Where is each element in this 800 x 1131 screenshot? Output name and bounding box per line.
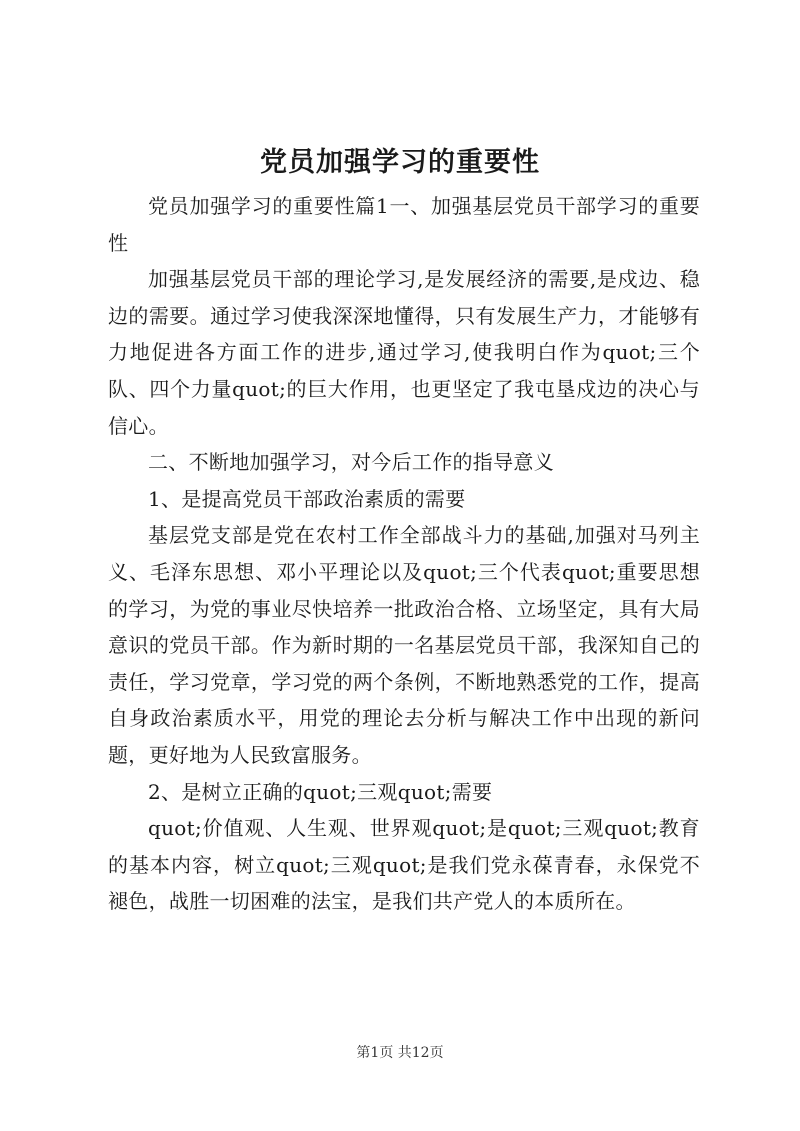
section-heading-2: 二、不断地加强学习，对今后工作的指导意义 [148,450,554,475]
document-body [108,188,700,920]
subheading-2: 2、是树立正确的quot;三观quot;需要 [148,779,493,804]
paragraph-political-quality: 基层党支部是党在农村工作全部战斗力的基础,加强对马列主义、毛泽东思想、邓小平理论以及quot;三个代表quot;重要思想的学习，为党的事业尽快培养一批政治合格、立场坚定，具有大局意识的党员干部。作为新时期的一名基层党员干部，我深知自己的责任，学习党章，学习党的两个条例，不断地熟悉党的工作，提高自身政治素质水平，用党的理论去分析与解决工作中出现的新问题，更好地为人民致富服务。 [108,523,700,767]
subheading-1: 1、是提高党员干部政治素质的需要 [148,486,466,511]
paragraph-intro: 党员加强学习的重要性篇1一、加强基层党员干部学习的重要性 [108,194,700,255]
document-title: 党员加强学习的重要性 [260,147,540,178]
page-number-footer: 第1页 共12页 [356,1045,444,1061]
paragraph-theory-study: 加强基层党员干部的理论学习,是发展经济的需要,是戍边、稳边的需要。通过学习使我深深地懂得，只有发展生产力，才能够有力地促进各方面工作的进步,通过学习,使我明白作为quot;三个队、四个力量quot;的巨大作用，也更坚定了我屯垦戍边的决心与信心。 [108,267,700,438]
paragraph-three-views: quot;价值观、人生观、世界观quot;是quot;三观quot;教育的基本内容，树立quot;三观quot;是我们党永葆青春，永保党不褪色，战胜一切困难的法宝，是我们共产党人的本质所在。 [108,816,700,914]
